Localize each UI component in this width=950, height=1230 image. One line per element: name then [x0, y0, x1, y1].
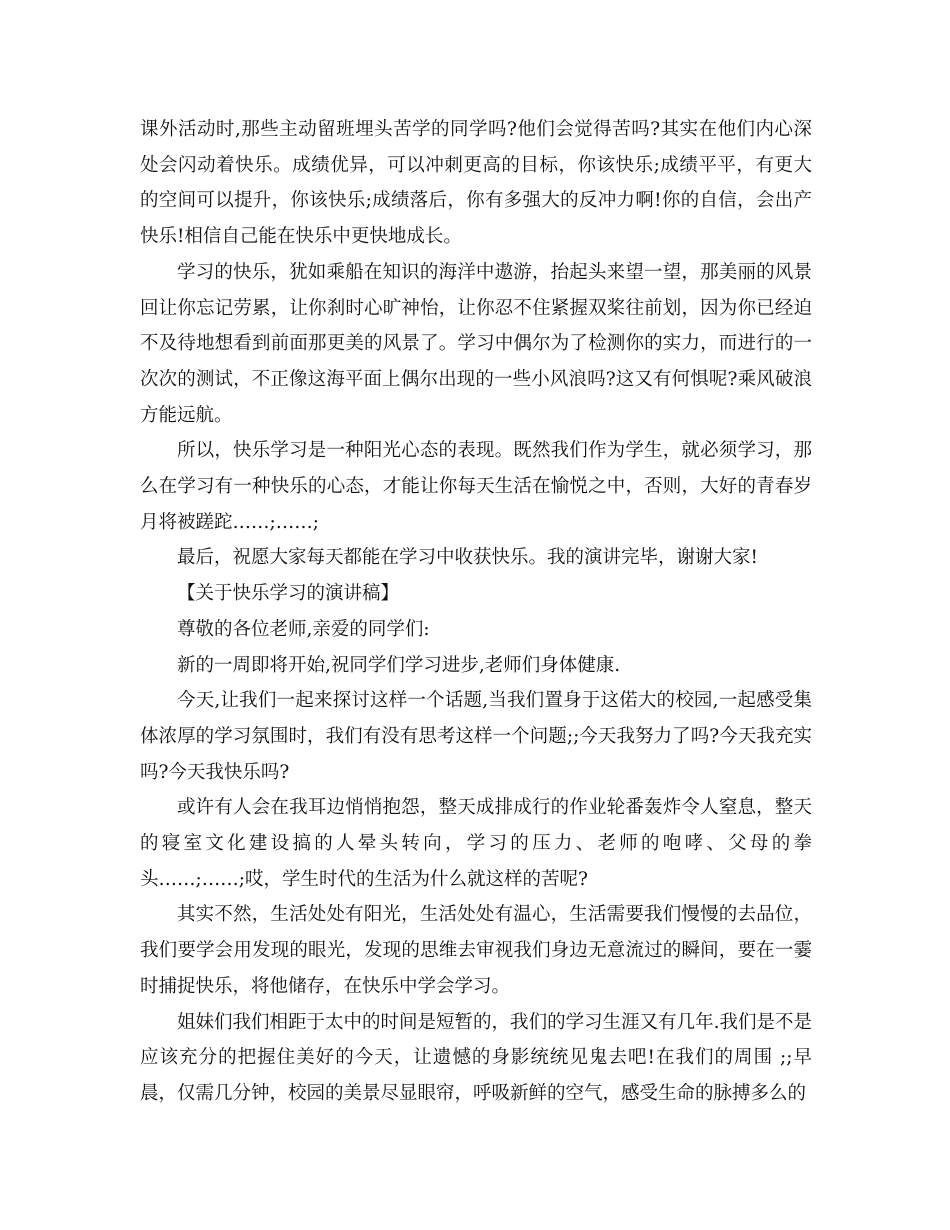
paragraph-4: 最后，祝愿大家每天都能在学习中收获快乐。我的演讲完毕，谢谢大家!	[177, 547, 758, 569]
paragraph-1: 课外活动时,那些主动留班埋头苦学的同学吗?他们会觉得苦吗?其实在他们内心深处会闪动着快乐。成绩优异，可以冲刺更高的目标，你该快乐;成绩平平，有更大的空间可以提升，你该快乐;成绩落后，你有多强大的反冲力啊!你的自信，会出产快乐!相信自己能在快乐中更快地成长。	[140, 119, 812, 248]
paragraph-9: 或许有人会在我耳边悄悄抱怨，整天成排成行的作业轮番轰炸令人窒息，整天的寝室文化建设搞的人晕头转向，学习的压力、老师的咆哮、父母的拳头……;……;哎，学生时代的生活为什么就这样的苦呢?	[140, 797, 812, 890]
section-heading: 【关于快乐学习的演讲稿】	[177, 583, 400, 605]
paragraph-10: 其实不然，生活处处有阳光，生活处处有温心，生活需要我们慢慢的去品位，我们要学会用发现的眼光，发现的思维去审视我们身边无意流过的瞬间，要在一霎时捕捉快乐，将他储存，在快乐中学会学习。	[140, 904, 812, 997]
paragraph-8: 今天,让我们一起来探讨这样一个话题,当我们置身于这偌大的校园,一起感受集体浓厚的学习氛围时，我们有没有思考这样一个问题;;今天我努力了吗?今天我充实吗?今天我快乐吗?	[140, 690, 812, 783]
document-body	[140, 112, 812, 1112]
paragraph-2: 学习的快乐，犹如乘船在知识的海洋中遨游，抬起头来望一望，那美丽的风景回让你忘记劳累，让你刹时心旷神怡，让你忍不住紧握双桨往前划，因为你已经迫不及待地想看到前面那更美的风景了。学习中偶尔为了检测你的实力，而进行的一次次的测试，不正像这海平面上偶尔出现的一些小风浪吗?这又有何惧呢?乘风破浪方能远航。	[140, 261, 812, 426]
paragraph-salutation: 尊敬的各位老师,亲爱的同学们:	[177, 618, 430, 640]
paragraph-11: 姐妹们我们相距于太中的时间是短暂的，我们的学习生涯又有几年.我们是不是应该充分的把握住美好的今天，让遗憾的身影统统见鬼去吧!在我们的周围 ;;早晨，仅需几分钟，校园的美景尽显眼帘，呼吸新鲜的空气，感受生命的脉搏多么的	[140, 1011, 812, 1104]
paragraph-greeting: 新的一周即将开始,祝同学们学习进步,老师们身体健康.	[177, 654, 621, 676]
paragraph-3: 所以，快乐学习是一种阳光心态的表现。既然我们作为学生，就必须学习，那么在学习有一种快乐的心态，才能让你每天生活在愉悦之中，否则，大好的青春岁月将被蹉跎……;……;	[140, 440, 812, 533]
